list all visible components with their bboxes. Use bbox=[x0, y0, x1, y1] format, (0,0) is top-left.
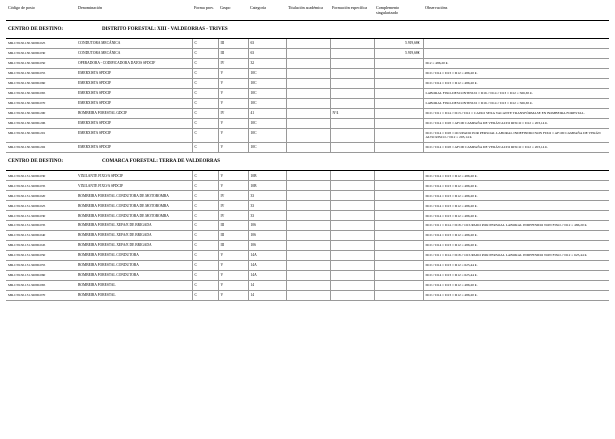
cell-titulacion bbox=[286, 171, 330, 181]
cell-grupo: IV bbox=[218, 201, 248, 211]
cell-formacion bbox=[330, 281, 374, 291]
cell-observacions: D10 // D14 // D18 // AF100 CAMPAÑA DE VERÁN ALTO RISCO // D12 = 203,14 €. bbox=[423, 143, 609, 153]
cell-titulacion bbox=[286, 108, 330, 118]
cell-formacion bbox=[330, 58, 374, 68]
cell-denominacion: OPERADORA - CODIFICADORA DATOS SFDCIF bbox=[76, 58, 192, 68]
cell-formacion bbox=[330, 291, 374, 301]
cell-complemento bbox=[374, 221, 423, 231]
cell-titulacion bbox=[286, 201, 330, 211]
cell-codigo: MR.C59.50.131.32090.055 bbox=[6, 261, 76, 271]
cell-categoria: 10C bbox=[248, 143, 286, 153]
cell-categoria: 33 bbox=[248, 191, 286, 201]
cell-forma-prov: C bbox=[192, 108, 218, 118]
cell-categoria: 10C bbox=[248, 118, 286, 128]
cell-titulacion bbox=[286, 143, 330, 153]
cell-complemento bbox=[374, 281, 423, 291]
table-row bbox=[6, 211, 609, 221]
cell-observacions bbox=[423, 49, 609, 59]
cell-denominacion: EMERXISTA SPDCIF bbox=[76, 68, 192, 78]
cell-denominacion: BOMBEIRA FORESTAL XEFA/E DE BRIGADA bbox=[76, 221, 192, 231]
table-row bbox=[6, 251, 609, 261]
cell-codigo: MR.C59.50.130.32090.202 bbox=[6, 143, 76, 153]
cell-denominacion: BOMBEIRA FORESTAL CONDUTORA DE MOTOBOMBA bbox=[76, 211, 192, 221]
cell-complemento bbox=[374, 201, 423, 211]
cell-grupo: V bbox=[218, 261, 248, 271]
column-header-grupo: Grupo bbox=[218, 4, 248, 20]
cell-forma-prov: C bbox=[192, 201, 218, 211]
cell-denominacion: EMERXISTA SPDCIF bbox=[76, 128, 192, 142]
section-label: CENTRO DE DESTINO: bbox=[6, 20, 76, 38]
cell-titulacion bbox=[286, 68, 330, 78]
cell-grupo: V bbox=[218, 68, 248, 78]
cell-grupo: III bbox=[218, 231, 248, 241]
cell-observacions: LABORAL FIXO-DESCONTINUO // D16 // D14 // D13 // D12 = 566,65 €. bbox=[423, 98, 609, 108]
cell-complemento bbox=[374, 211, 423, 221]
cell-codigo: MR.C59.50.130.32090.030 bbox=[6, 49, 76, 59]
cell-formacion bbox=[330, 68, 374, 78]
cell-formacion bbox=[330, 98, 374, 108]
cell-forma-prov: C bbox=[192, 118, 218, 128]
cell-categoria: 106 bbox=[248, 221, 286, 231]
table-row bbox=[6, 88, 609, 98]
cell-observacions: D10 // D14 // D13 // D12 = 486,20 €. bbox=[423, 68, 609, 78]
cell-complemento bbox=[374, 251, 423, 261]
cell-observacions: D12 = 486,20 €. bbox=[423, 58, 609, 68]
cell-categoria: 10B bbox=[248, 171, 286, 181]
cell-formacion bbox=[330, 271, 374, 281]
cell-denominacion: EMERXISTA SPDCIF bbox=[76, 98, 192, 108]
cell-categoria: 14A bbox=[248, 251, 286, 261]
table-row bbox=[6, 261, 609, 271]
cell-forma-prov: C bbox=[192, 261, 218, 271]
table-row bbox=[6, 128, 609, 142]
cell-forma-prov: C bbox=[192, 68, 218, 78]
cell-forma-prov: C bbox=[192, 221, 218, 231]
cell-forma-prov: C bbox=[192, 291, 218, 301]
table-row bbox=[6, 98, 609, 108]
cell-titulacion bbox=[286, 98, 330, 108]
table-row bbox=[6, 39, 609, 49]
table-row bbox=[6, 201, 609, 211]
cell-titulacion bbox=[286, 118, 330, 128]
cell-complemento bbox=[374, 118, 423, 128]
section-header-row bbox=[6, 20, 609, 38]
cell-grupo: V bbox=[218, 281, 248, 291]
cell-observacions: D10 // D14 // D13 // D12 = 486,20 €. bbox=[423, 78, 609, 88]
cell-titulacion bbox=[286, 281, 330, 291]
cell-categoria: 14 bbox=[248, 281, 286, 291]
cell-observacions: D10 // D14 // D13 // D12 = 486,20 €. bbox=[423, 241, 609, 251]
cell-complemento bbox=[374, 231, 423, 241]
cell-titulacion bbox=[286, 78, 330, 88]
cell-titulacion bbox=[286, 58, 330, 68]
cell-observacions: D10 // D14 // D13 // D12 = 486,20 €. bbox=[423, 191, 609, 201]
cell-observacions bbox=[423, 39, 609, 49]
complemento-amount: 5.919,68 bbox=[405, 41, 418, 46]
cell-denominacion: EMERXISTA SPDCIF bbox=[76, 88, 192, 98]
cell-codigo: MR.C59.50.130.32090.206 bbox=[6, 118, 76, 128]
cell-denominacion: EMERXISTA SPDCIF bbox=[76, 143, 192, 153]
cell-codigo: MR.C59.50.131.32090.045 bbox=[6, 241, 76, 251]
cell-codigo: MR.C59.50.130.32090.025 bbox=[6, 39, 76, 49]
table-row bbox=[6, 143, 609, 153]
cell-categoria: 33 bbox=[248, 211, 286, 221]
cell-forma-prov: C bbox=[192, 181, 218, 191]
cell-categoria: 10B bbox=[248, 181, 286, 191]
cell-denominacion: EMERXISTA SPDCIF bbox=[76, 78, 192, 88]
cell-codigo: MR.C59.50.130.32090.200 bbox=[6, 108, 76, 118]
cell-titulacion bbox=[286, 181, 330, 191]
cell-observacions: D10 // D14 // D13 // D12 = 486,20 €. bbox=[423, 171, 609, 181]
cell-grupo: V bbox=[218, 98, 248, 108]
cell-observacions: D10 // D14 // D13 // D12 = 486,20 €. bbox=[423, 181, 609, 191]
cell-grupo: IV bbox=[218, 191, 248, 201]
cell-codigo: MR.C59.50.130.32090.060 bbox=[6, 78, 76, 88]
cell-complemento bbox=[374, 143, 423, 153]
cell-categoria: 10C bbox=[248, 68, 286, 78]
cell-categoria: 14A bbox=[248, 271, 286, 281]
cell-denominacion: VIXILANTE FIXO/A SPDCIF bbox=[76, 181, 192, 191]
cell-forma-prov: C bbox=[192, 49, 218, 59]
cell-titulacion bbox=[286, 231, 330, 241]
section-title: COMARCA FORESTAL: TERRA DE VALDEORRAS bbox=[76, 153, 609, 171]
cell-denominacion: CONDUTORA MECÁNICA bbox=[76, 39, 192, 49]
table-row bbox=[6, 291, 609, 301]
cell-complemento bbox=[374, 181, 423, 191]
table-row bbox=[6, 118, 609, 128]
cell-codigo: MR.C59.50.131.32090.040 bbox=[6, 231, 76, 241]
cell-grupo: V bbox=[218, 88, 248, 98]
cell-forma-prov: C bbox=[192, 231, 218, 241]
cell-complemento bbox=[374, 88, 423, 98]
cell-formacion bbox=[330, 39, 374, 49]
table-row bbox=[6, 78, 609, 88]
cell-grupo: III bbox=[218, 49, 248, 59]
cell-formacion bbox=[330, 88, 374, 98]
column-header-formacion: Formación específica bbox=[330, 4, 374, 20]
cell-formacion bbox=[330, 49, 374, 59]
cell-titulacion bbox=[286, 291, 330, 301]
cell-complemento bbox=[374, 58, 423, 68]
table-row bbox=[6, 231, 609, 241]
cell-grupo: V bbox=[218, 291, 248, 301]
cell-grupo: V bbox=[218, 171, 248, 181]
cell-forma-prov: C bbox=[192, 58, 218, 68]
cell-formacion: N°4 bbox=[330, 108, 374, 118]
cell-complemento bbox=[374, 39, 423, 49]
table-row bbox=[6, 191, 609, 201]
cell-categoria: 41 bbox=[248, 108, 286, 118]
cell-categoria: 63 bbox=[248, 49, 286, 59]
cell-observacions: D10 // D14 // D13 // D12 = 625,44 €. bbox=[423, 271, 609, 281]
cell-codigo: MR.C59.50.130.32090.070 bbox=[6, 98, 76, 108]
cell-codigo: MR.C59.50.131.32090.030 bbox=[6, 171, 76, 181]
cell-grupo: IV bbox=[218, 211, 248, 221]
cell-forma-prov: C bbox=[192, 241, 218, 251]
cell-denominacion: BOMBEIRA FORESTAL CONDUTORA bbox=[76, 271, 192, 281]
cell-observacions: D10 // D11 // D14 // D18 // OCUPADO POR PERSOAL LABORAL INDEFINIDO NON FIXO // D12 = 486,20 €. bbox=[423, 221, 609, 231]
table-row bbox=[6, 68, 609, 78]
cell-denominacion: BOMBEIRA FORESTAL CONDUTORA DE MOTOBOMBA bbox=[76, 191, 192, 201]
cell-grupo: V bbox=[218, 181, 248, 191]
cell-complemento bbox=[374, 49, 423, 59]
cell-grupo: V bbox=[218, 271, 248, 281]
cell-formacion bbox=[330, 221, 374, 231]
cell-categoria: 10C bbox=[248, 98, 286, 108]
cell-forma-prov: C bbox=[192, 171, 218, 181]
cell-titulacion bbox=[286, 191, 330, 201]
cell-categoria: 14 bbox=[248, 291, 286, 301]
cell-formacion bbox=[330, 181, 374, 191]
cell-grupo: V bbox=[218, 251, 248, 261]
cell-observacions: D10 // D14 // D18 // OCUPADO POR PERSOAL LABORAL INDEFINIDO NON FIXO // AF100 CAMPAÑA DE VERÁN ALTO RISCO // D12 = 203,14 €. bbox=[423, 128, 609, 142]
cell-grupo: V bbox=[218, 143, 248, 153]
cell-codigo: MR.C59.50.131.32090.070 bbox=[6, 291, 76, 301]
cell-grupo: V bbox=[218, 118, 248, 128]
cell-grupo: III bbox=[218, 39, 248, 49]
cell-observacions: D10 // D14 // D13 // D12 = 486,20 €. bbox=[423, 291, 609, 301]
cell-titulacion bbox=[286, 261, 330, 271]
column-header-titulacion: Titulación académica bbox=[286, 4, 330, 20]
cell-formacion bbox=[330, 231, 374, 241]
cell-denominacion: BOMBEIRA FORESTAL XEFA/E DE BRIGADA bbox=[76, 241, 192, 251]
cell-categoria: 32 bbox=[248, 58, 286, 68]
column-header-codigo: Código de posto bbox=[6, 4, 76, 20]
cell-observacions: D10 // D14 // D13 // D12 = 486,20 €. bbox=[423, 211, 609, 221]
complemento-currency: € bbox=[417, 41, 420, 46]
cell-complemento bbox=[374, 271, 423, 281]
complemento-amount: 5.919,68 bbox=[405, 51, 418, 56]
table-row bbox=[6, 241, 609, 251]
cell-complemento bbox=[374, 78, 423, 88]
cell-titulacion bbox=[286, 49, 330, 59]
cell-grupo: V bbox=[218, 78, 248, 88]
cell-codigo: MR.C59.50.131.32090.030 bbox=[6, 211, 76, 221]
cell-denominacion: BOMBEIRA FORESTAL bbox=[76, 291, 192, 301]
cell-complemento bbox=[374, 241, 423, 251]
table-row bbox=[6, 171, 609, 181]
cell-denominacion: BOMBEIRA FORESTAL GDCIF bbox=[76, 108, 192, 118]
cell-forma-prov: C bbox=[192, 39, 218, 49]
cell-categoria: 106 bbox=[248, 241, 286, 251]
cell-forma-prov: C bbox=[192, 78, 218, 88]
cell-forma-prov: C bbox=[192, 281, 218, 291]
table-row bbox=[6, 58, 609, 68]
column-header-forma-prov: Forma prov. bbox=[192, 4, 218, 20]
cell-denominacion: BOMBEIRA FORESTAL bbox=[76, 281, 192, 291]
cell-forma-prov: C bbox=[192, 191, 218, 201]
table-row bbox=[6, 108, 609, 118]
cell-grupo: IV bbox=[218, 58, 248, 68]
cell-categoria: 10C bbox=[248, 128, 286, 142]
cell-categoria: 10C bbox=[248, 78, 286, 88]
cell-complemento bbox=[374, 171, 423, 181]
table-row bbox=[6, 271, 609, 281]
cell-denominacion: VIXILANTE FIXO/A SPDCIF bbox=[76, 171, 192, 181]
cell-codigo: MR.C59.50.130.32090.065 bbox=[6, 88, 76, 98]
section-label: CENTRO DE DESTINO: bbox=[6, 153, 76, 171]
cell-titulacion bbox=[286, 88, 330, 98]
section-title: DISTRITO FORESTAL: XIII - VALDEORRAS - TRIVES bbox=[76, 20, 609, 38]
cell-codigo: MR.C59.50.131.32090.050 bbox=[6, 251, 76, 261]
cell-titulacion bbox=[286, 251, 330, 261]
cell-categoria: 33 bbox=[248, 201, 286, 211]
cell-complemento bbox=[374, 68, 423, 78]
cell-titulacion bbox=[286, 271, 330, 281]
cell-complemento bbox=[374, 261, 423, 271]
cell-denominacion: BOMBEIRA FORESTAL CONDUTORA bbox=[76, 261, 192, 271]
cell-codigo: MR.C59.50.131.32090.035 bbox=[6, 181, 76, 191]
cell-formacion bbox=[330, 171, 374, 181]
cell-forma-prov: C bbox=[192, 211, 218, 221]
cell-codigo: MR.C59.50.131.32090.060 bbox=[6, 271, 76, 281]
cell-forma-prov: C bbox=[192, 88, 218, 98]
cell-forma-prov: C bbox=[192, 271, 218, 281]
table-row bbox=[6, 181, 609, 191]
table-row bbox=[6, 221, 609, 231]
cell-grupo: V bbox=[218, 128, 248, 142]
cell-observacions: D10 // D11 // D14 // D18 // OCUPADO POR PERSOAL LABORAL INDEFINIDO NON FIXO // D12 = 625,44 €. bbox=[423, 251, 609, 261]
cell-denominacion: BOMBEIRA FORESTAL CONDUTORA bbox=[76, 251, 192, 261]
cell-complemento bbox=[374, 128, 423, 142]
cell-formacion bbox=[330, 143, 374, 153]
cell-codigo: MR.C59.50.130.32090.201 bbox=[6, 128, 76, 142]
cell-titulacion bbox=[286, 241, 330, 251]
cell-categoria: 63 bbox=[248, 39, 286, 49]
cell-forma-prov: C bbox=[192, 251, 218, 261]
cell-titulacion bbox=[286, 128, 330, 142]
cell-observacions: LABORAL FIXO-DESCONTINUO // D16 // D14 // D13 // D12 = 566,65 €. bbox=[423, 88, 609, 98]
cell-codigo: MR.C59.50.131.32090.025 bbox=[6, 201, 76, 211]
cell-complemento bbox=[374, 191, 423, 201]
cell-forma-prov: C bbox=[192, 128, 218, 142]
cell-complemento bbox=[374, 98, 423, 108]
cell-titulacion bbox=[286, 221, 330, 231]
cell-formacion bbox=[330, 241, 374, 251]
cell-codigo: MR.C59.50.130.32090.055 bbox=[6, 68, 76, 78]
cell-denominacion: BOMBEIRA FORESTAL CONDUTORA DE MOTOBOMBA bbox=[76, 201, 192, 211]
cell-formacion bbox=[330, 191, 374, 201]
cell-denominacion: CONDUTORA MECÁNICA bbox=[76, 49, 192, 59]
cell-denominacion: EMERXISTA SPDCIF bbox=[76, 118, 192, 128]
column-header-denominacion: Denominación bbox=[76, 4, 192, 20]
section-header-row bbox=[6, 153, 609, 171]
cell-titulacion bbox=[286, 211, 330, 221]
column-header-complemento: Complemento singularizado bbox=[374, 4, 423, 20]
cell-categoria: 14A bbox=[248, 261, 286, 271]
cell-codigo: MR.C59.50.130.32090.050 bbox=[6, 58, 76, 68]
cell-formacion bbox=[330, 211, 374, 221]
cell-formacion bbox=[330, 118, 374, 128]
cell-titulacion bbox=[286, 39, 330, 49]
cell-codigo: MR.C59.50.131.32090.035 bbox=[6, 221, 76, 231]
cell-forma-prov: C bbox=[192, 98, 218, 108]
positions-table bbox=[6, 4, 609, 301]
column-header-observacions: Observacións bbox=[423, 4, 609, 20]
cell-observacions: D10 // D11 // D14 // D13 // D12 // CAIXO SEXA VACANTE TRANSFÓRMASE EN BOMBEIRA FORESTAL. bbox=[423, 108, 609, 118]
cell-complemento bbox=[374, 108, 423, 118]
cell-forma-prov: C bbox=[192, 143, 218, 153]
cell-grupo: III bbox=[218, 241, 248, 251]
table-body bbox=[6, 20, 609, 300]
cell-observacions: D10 // D14 // D13 // D12 = 486,20 €. bbox=[423, 281, 609, 291]
cell-formacion bbox=[330, 201, 374, 211]
cell-formacion bbox=[330, 261, 374, 271]
column-header-categoria: Categoría bbox=[248, 4, 286, 20]
cell-denominacion: BOMBEIRA FORESTAL XEFA/E DE BRIGADA bbox=[76, 231, 192, 241]
cell-grupo: IV bbox=[218, 108, 248, 118]
cell-observacions: D10 // D14 // D13 // D12 = 486,20 €. bbox=[423, 201, 609, 211]
cell-codigo: MR.C59.50.131.32090.020 bbox=[6, 191, 76, 201]
cell-formacion bbox=[330, 128, 374, 142]
cell-codigo: MR.C59.50.131.32090.065 bbox=[6, 281, 76, 291]
cell-formacion bbox=[330, 251, 374, 261]
table-header bbox=[6, 4, 609, 20]
cell-observacions: D10 // D14 // D13 // D12 = 625,44 €. bbox=[423, 261, 609, 271]
cell-formacion bbox=[330, 78, 374, 88]
cell-observacions: D10 // D14 // D13 // D12 = 486,20 €. bbox=[423, 231, 609, 241]
table-row bbox=[6, 281, 609, 291]
cell-observacions: D10 // D14 // D18 // AF100 CAMPAÑA DE VERÁN ALTO RISCO // D12 = 203,14 €. bbox=[423, 118, 609, 128]
cell-complemento bbox=[374, 291, 423, 301]
cell-grupo: III bbox=[218, 221, 248, 231]
cell-categoria: 10C bbox=[248, 88, 286, 98]
table-row bbox=[6, 49, 609, 59]
complemento-currency: € bbox=[417, 51, 420, 56]
cell-categoria: 106 bbox=[248, 231, 286, 241]
